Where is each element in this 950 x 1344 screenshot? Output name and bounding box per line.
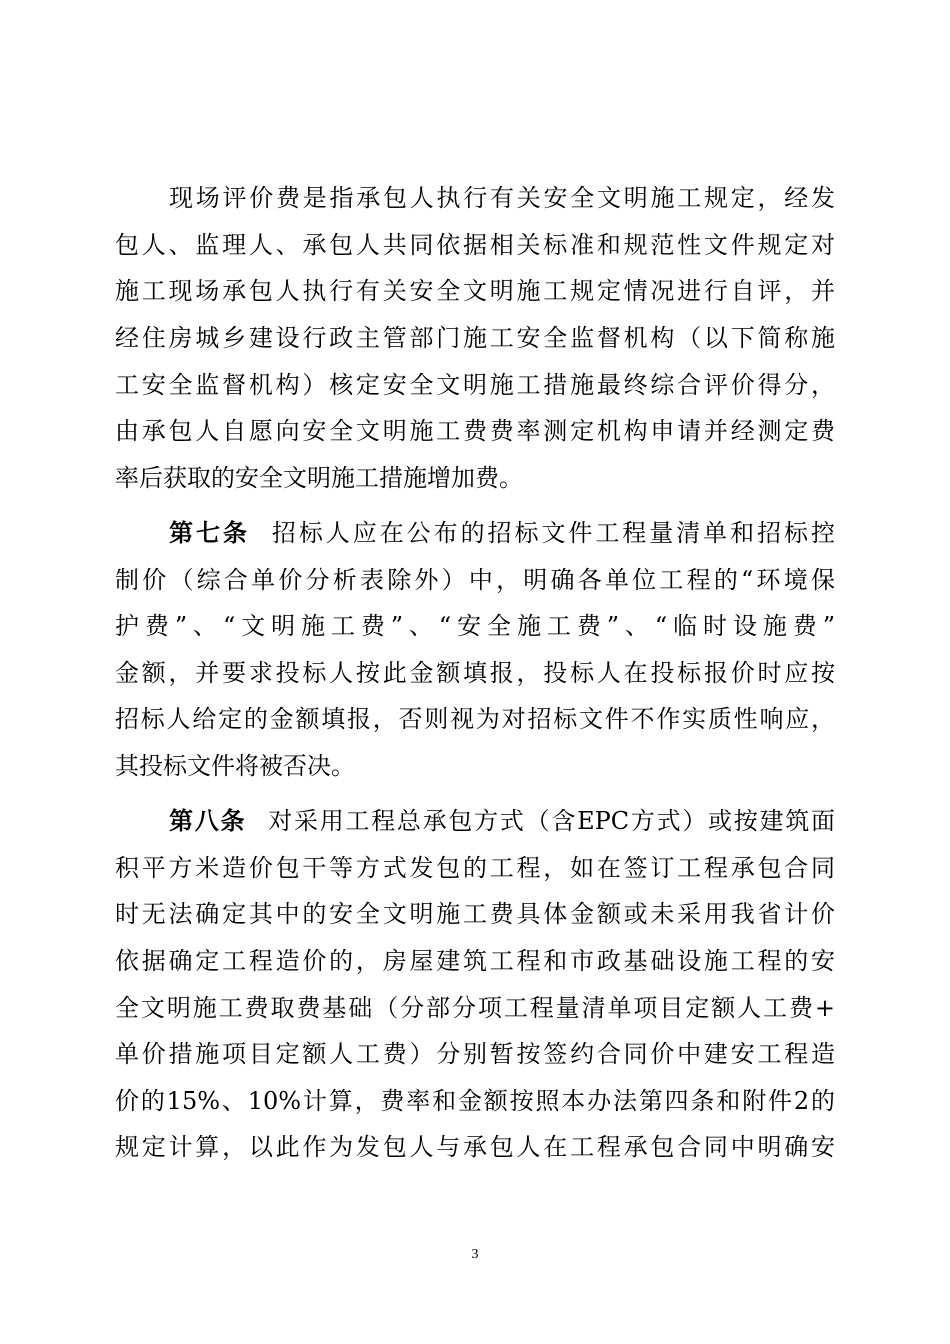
article-8-line-8: 规定计算，以此作为发包人与承包人在工程承包合同中明确安 bbox=[115, 1133, 835, 1161]
article-8-line-6: 单价措施项目定额人工费）分别暂按签约合同价中建安工程造 bbox=[115, 1040, 835, 1068]
article-8-heading: 第八条 bbox=[169, 806, 247, 835]
article-8-line-4: 依据确定工程造价的，房屋建筑工程和市政基础设施工程的安 bbox=[115, 947, 835, 975]
article-7-text: 招标人应在公布的招标文件工程量清单和招标控 bbox=[271, 519, 836, 547]
paragraph-1-line-2: 包人、监理人、承包人共同依据相关标准和规范性文件规定对 bbox=[115, 231, 835, 259]
article-8-line-2: 积平方米造价包干等方式发包的工程，如在签订工程承包合同 bbox=[115, 854, 835, 882]
article-7-line-2: 制价（综合单价分析表除外）中，明确各单位工程的“环境保 bbox=[115, 566, 835, 594]
article-7-line-1 bbox=[115, 518, 835, 548]
article-8-line-5: 全文明施工费取费基础（分部分项工程量清单项目定额人工费+ bbox=[115, 994, 835, 1022]
paragraph-1-line-1: 现场评价费是指承包人执行有关安全文明施工规定，经发 bbox=[169, 184, 835, 212]
article-7-line-5: 招标人给定的金额填报，否则视为对招标文件不作实质性响应， bbox=[115, 705, 835, 733]
article-7-line-4: 金额，并要求投标人按此金额填报，投标人在投标报价时应按 bbox=[115, 659, 835, 687]
paragraph-1-line-4: 经住房城乡建设行政主管部门施工安全监督机构（以下简称施 bbox=[115, 324, 835, 352]
article-8-line-1 bbox=[115, 806, 835, 836]
page-number: 3 bbox=[471, 1247, 479, 1262]
article-7-line-3: 护费”、“文明施工费”、“安全施工费”、“临时设施费” bbox=[115, 612, 835, 640]
paragraph-1-line-7: 率后获取的安全文明施工措施增加费。 bbox=[115, 464, 523, 492]
paragraph-1-line-6: 由承包人自愿向安全文明施工费费率测定机构申请并经测定费 bbox=[115, 417, 835, 445]
article-8-text: 对采用工程总承包方式（含EPC方式）或按建筑面 bbox=[268, 807, 836, 835]
article-7-heading: 第七条 bbox=[169, 518, 250, 547]
article-7-line-6: 其投标文件将被否决。 bbox=[115, 752, 355, 780]
paragraph-1-line-3: 施工现场承包人执行有关安全文明施工规定情况进行自评，并 bbox=[115, 277, 835, 305]
article-8-line-3: 时无法确定其中的安全文明施工费具体金额或未采用我省计价 bbox=[115, 900, 835, 928]
article-8-line-7: 价的15%、10%计算，费率和金额按照本办法第四条和附件2的 bbox=[115, 1087, 835, 1115]
paragraph-1-line-5: 工安全监督机构）核定安全文明施工措施最终综合评价得分， bbox=[115, 371, 835, 399]
